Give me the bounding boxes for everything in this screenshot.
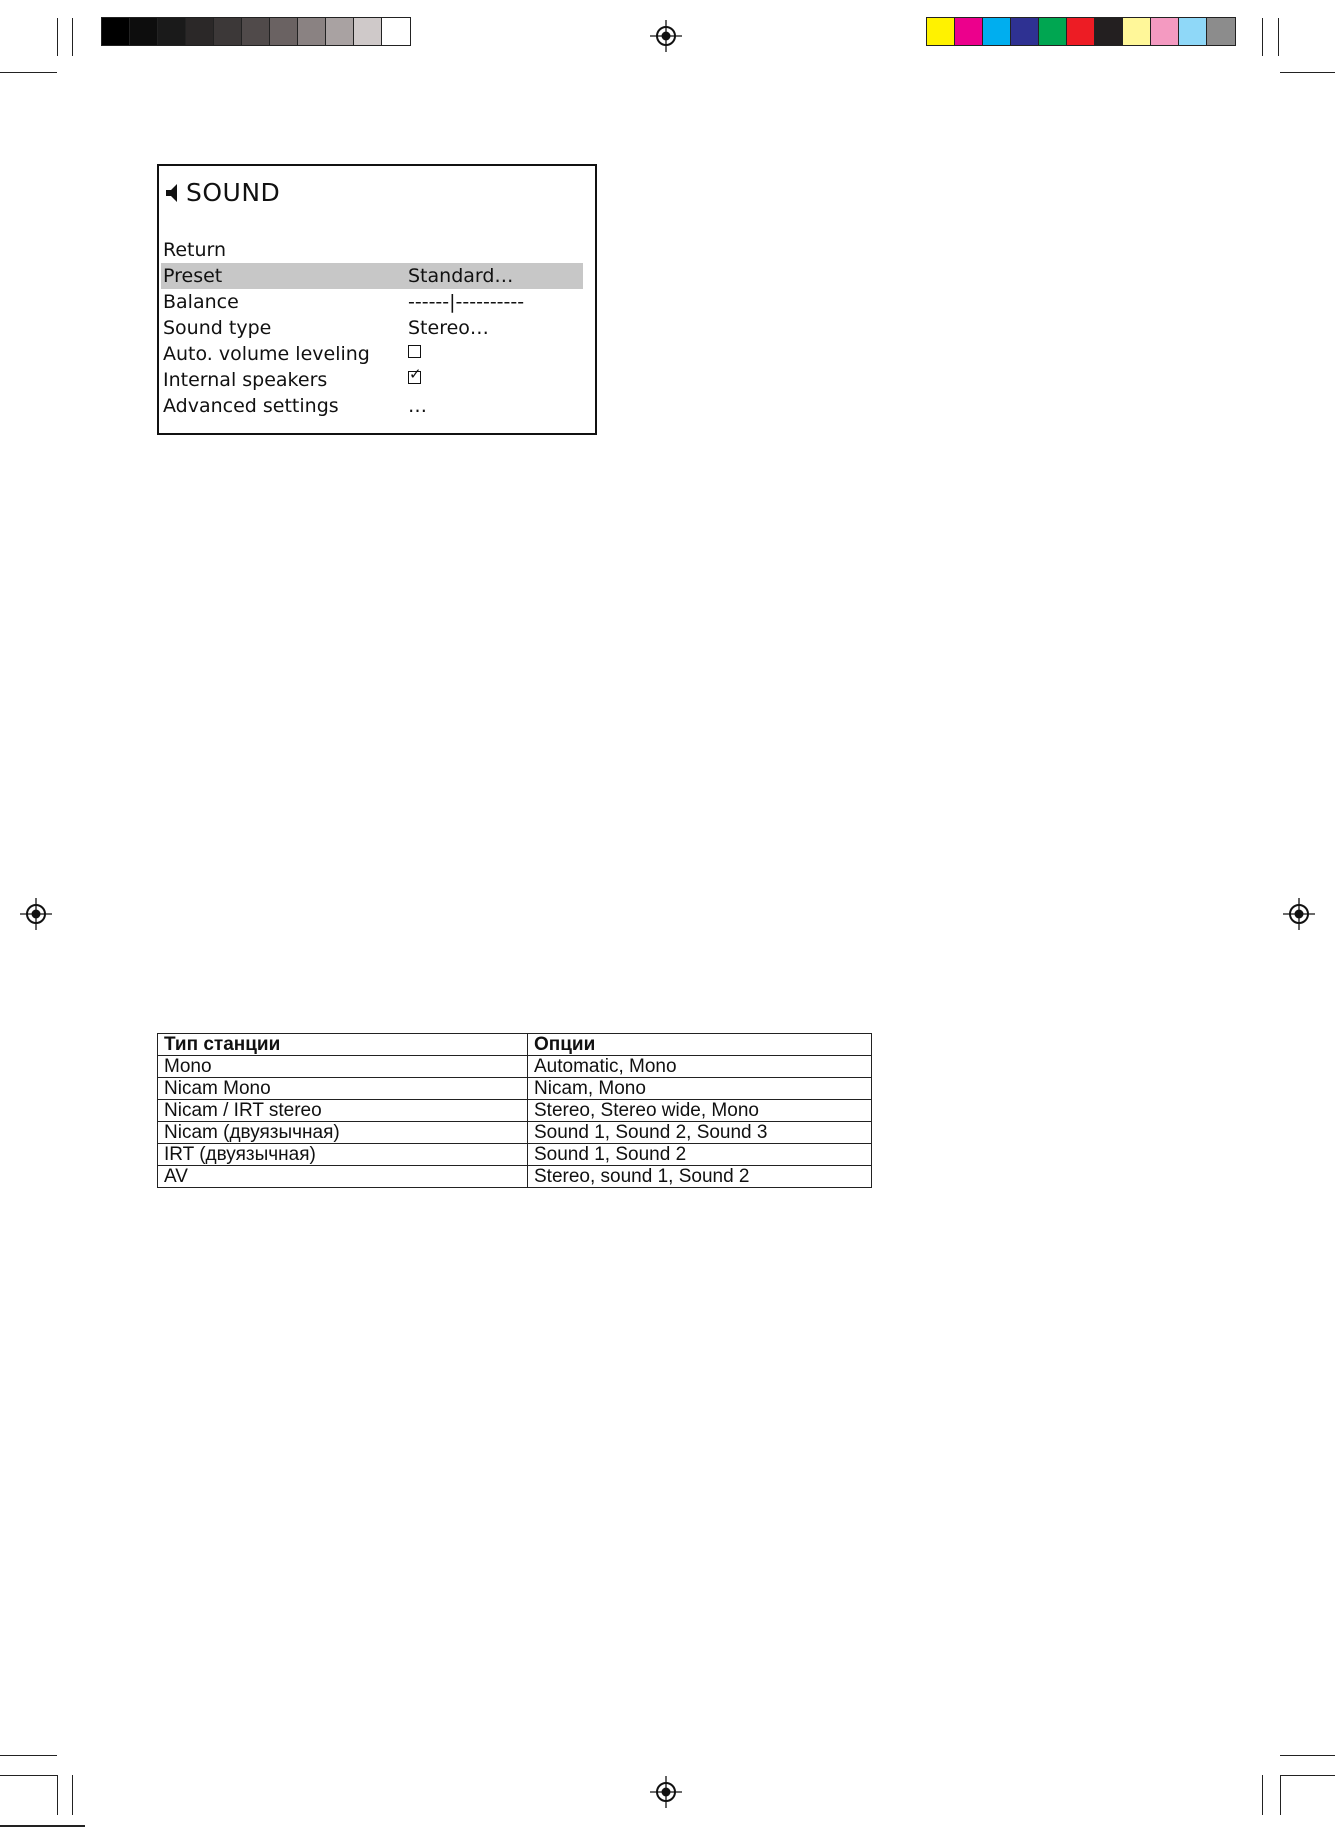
registration-target-icon — [1283, 898, 1315, 930]
grayscale-calibration-bar — [101, 17, 411, 46]
table-cell: Nicam Mono — [158, 1078, 528, 1100]
color-swatch — [1095, 18, 1123, 45]
sound-menu-panel — [157, 164, 597, 435]
color-swatch — [1067, 18, 1095, 45]
color-calibration-bar — [926, 17, 1236, 46]
color-swatch — [1011, 18, 1039, 45]
menu-item-value: … — [408, 395, 427, 417]
table-cell: Mono — [158, 1056, 528, 1078]
table-row — [158, 1100, 872, 1122]
color-swatch — [1207, 18, 1235, 45]
menu-item-advanced-settings[interactable] — [161, 393, 583, 419]
balance-slider[interactable]: ------|---------- — [408, 291, 525, 313]
auto-volume-checkbox[interactable] — [408, 345, 421, 358]
menu-item-label: Balance — [163, 291, 239, 313]
registration-target-icon — [20, 898, 52, 930]
menu-item-label: Auto. volume leveling — [163, 343, 370, 365]
column-header: Опции — [528, 1034, 872, 1056]
menu-item-label: Sound type — [163, 317, 272, 339]
gray-swatch — [158, 18, 186, 45]
menu-item-label: Return — [163, 239, 227, 261]
gray-swatch — [354, 18, 382, 45]
table-cell: Stereo, sound 1, Sound 2 — [528, 1166, 872, 1188]
gray-swatch — [214, 18, 242, 45]
table-cell: IRT (двуязычная) — [158, 1144, 528, 1166]
menu-item-auto-volume-leveling[interactable] — [161, 341, 583, 367]
table-cell: AV — [158, 1166, 528, 1188]
color-swatch — [927, 18, 955, 45]
menu-title — [164, 178, 280, 207]
speaker-icon — [164, 181, 182, 205]
color-swatch — [955, 18, 983, 45]
station-options-table — [157, 1033, 872, 1188]
gray-swatch — [130, 18, 158, 45]
menu-item-value: Standard… — [408, 265, 514, 287]
gray-swatch — [242, 18, 270, 45]
menu-item-label: Preset — [163, 265, 223, 287]
gray-swatch — [382, 18, 410, 45]
menu-item-internal-speakers[interactable] — [161, 367, 583, 393]
table-cell: Sound 1, Sound 2, Sound 3 — [528, 1122, 872, 1144]
checkmark-icon: ✓ — [409, 365, 422, 383]
menu-item-sound-type[interactable] — [161, 315, 583, 341]
menu-item-return[interactable] — [161, 237, 583, 263]
table-cell: Automatic, Mono — [528, 1056, 872, 1078]
menu-item-label: Advanced settings — [163, 395, 339, 417]
table-cell: Stereo, Stereo wide, Mono — [528, 1100, 872, 1122]
gray-swatch — [326, 18, 354, 45]
menu-item-balance[interactable] — [161, 289, 583, 315]
menu-title-text: SOUND — [186, 178, 281, 207]
color-swatch — [983, 18, 1011, 45]
menu-item-label: Internal speakers — [163, 369, 328, 391]
table-row — [158, 1144, 872, 1166]
table-cell: Nicam / IRT stereo — [158, 1100, 528, 1122]
table-cell: Sound 1, Sound 2 — [528, 1144, 872, 1166]
menu-item-preset[interactable] — [161, 263, 583, 289]
menu-item-value: Stereo… — [408, 317, 489, 339]
color-swatch — [1039, 18, 1067, 45]
registration-target-icon — [650, 1776, 682, 1808]
color-swatch — [1179, 18, 1207, 45]
table-cell: Nicam (двуязычная) — [158, 1122, 528, 1144]
gray-swatch — [298, 18, 326, 45]
gray-swatch — [270, 18, 298, 45]
gray-swatch — [102, 18, 130, 45]
color-swatch — [1151, 18, 1179, 45]
column-header: Тип станции — [158, 1034, 528, 1056]
gray-swatch — [186, 18, 214, 45]
internal-speakers-checkbox[interactable] — [408, 365, 422, 384]
table-header-row — [158, 1034, 872, 1056]
table-row — [158, 1078, 872, 1100]
table-row — [158, 1166, 872, 1188]
color-swatch — [1123, 18, 1151, 45]
registration-target-icon — [650, 20, 682, 52]
table-row — [158, 1122, 872, 1144]
table-row — [158, 1056, 872, 1078]
table-cell: Nicam, Mono — [528, 1078, 872, 1100]
